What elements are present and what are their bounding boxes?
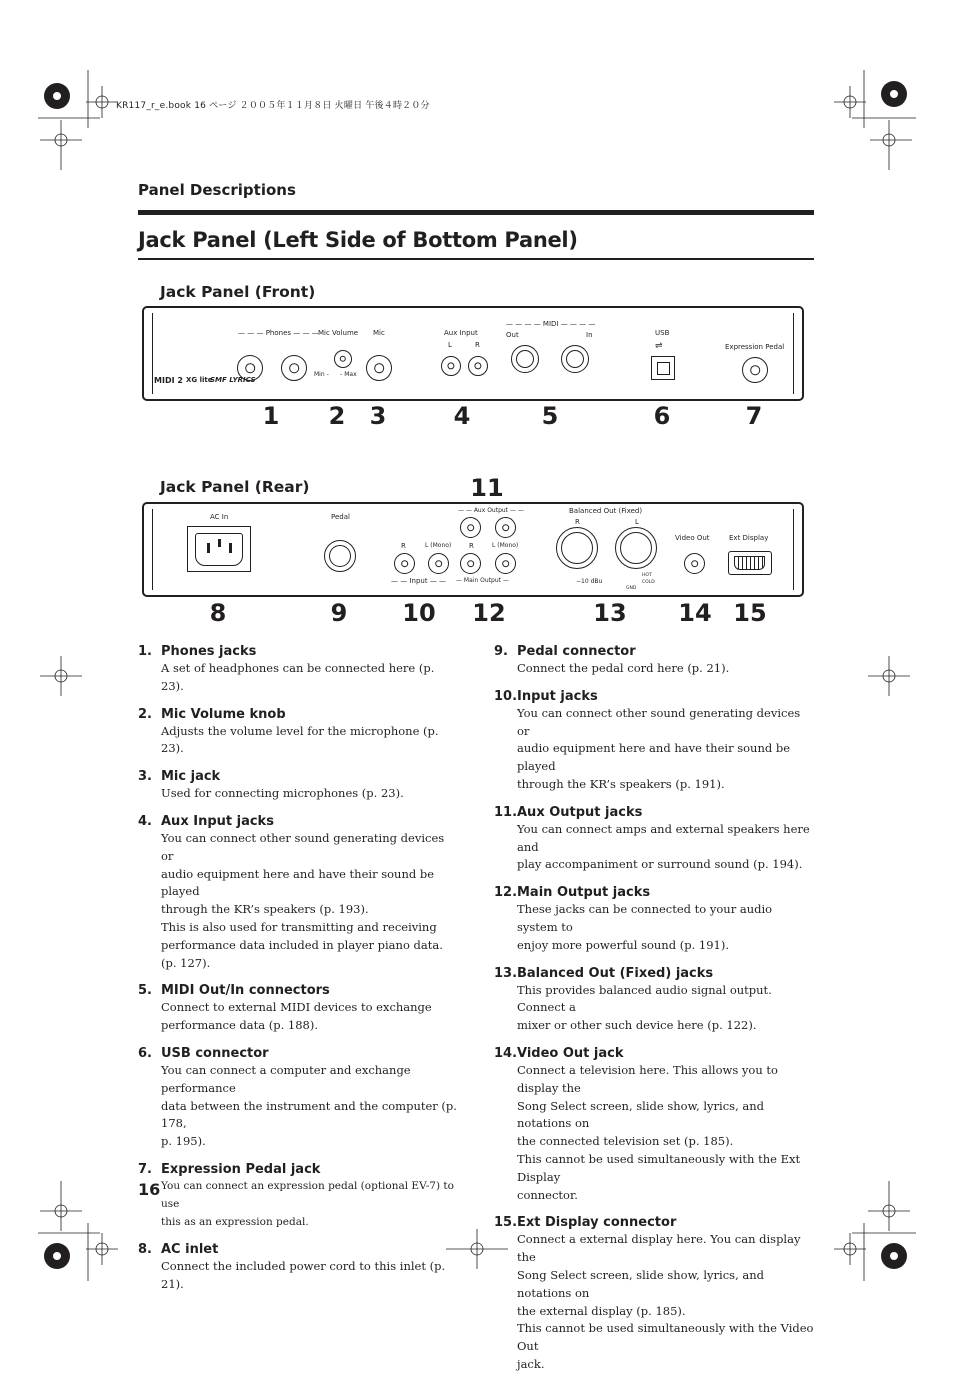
smf-logo: SMF LYRICS — [210, 376, 256, 384]
callout-8: 8 — [209, 599, 227, 627]
page-number: 16 — [138, 1180, 161, 1199]
ac-in-label: AC In — [210, 513, 229, 521]
top-rule — [138, 210, 814, 215]
page-title: Jack Panel (Left Side of Bottom Panel) — [138, 228, 578, 252]
video-out-label: Video Out — [675, 534, 710, 542]
balanced-r-label: R — [575, 518, 580, 526]
list-item: 4. Aux Input jacks You can connect other sound generating devices or audio equipment here and have their sound be played through the KR’s speakers (p. 193). This is also used for transmitting and receiving performance data included in player piano data. (p. 127). — [138, 813, 458, 972]
max-label: Max — [344, 371, 357, 378]
input-label: Input — [409, 577, 428, 585]
callout-5: 5 — [541, 402, 559, 430]
input-l-label: L (Mono) — [425, 542, 452, 549]
main-output-r-label: R — [469, 542, 474, 550]
usb-connector[interactable] — [651, 356, 675, 380]
list-item: 13.Balanced Out (Fixed) jacks This provides balanced audio signal output. Connect a mixer or other such device here (p. 122). — [494, 965, 814, 1035]
rear-panel-title: Jack Panel (Rear) — [160, 478, 310, 496]
description-list-left — [138, 643, 458, 1304]
item-description: You can connect an expression pedal (optional EV-7) to use this as an expression pedal. — [161, 1179, 454, 1228]
phones-jack-2[interactable] — [281, 355, 307, 381]
balanced-l-label: L — [635, 518, 639, 526]
item-description: You can connect amps and external speakers here and play accompaniment or surround sound (p. 194). — [517, 821, 810, 872]
callout-3: 3 — [369, 402, 387, 430]
input-l-jack[interactable] — [428, 553, 449, 574]
balanced-out-r-jack[interactable] — [556, 527, 598, 569]
aux-input-label: Aux Input — [444, 329, 478, 337]
mic-label: Mic — [373, 329, 385, 337]
rear-panel: AC In Pedal R L (Mono) — — Input — — — — Aux Output — — R L (Mono) — Main Output — Balanced Out (Fixed) R L −10 dBu HOT COLD GND Video Out Ext Display — [142, 502, 804, 597]
item-description: Connect the pedal cord here (p. 21). — [517, 661, 730, 675]
ext-display-connector[interactable] — [728, 551, 772, 575]
midi-in-label: In — [586, 331, 593, 339]
midi-in-connector[interactable] — [561, 345, 589, 373]
video-out-jack[interactable] — [684, 553, 705, 574]
expression-pedal-jack[interactable] — [742, 357, 768, 383]
callout-11: 11 — [470, 474, 504, 502]
midi-out-label: Out — [506, 331, 519, 339]
aux-input-r-label: R — [475, 341, 480, 349]
list-item: 3. Mic jack Used for connecting microphones (p. 23). — [138, 768, 458, 803]
print-header: KR117_r_e.book 16 ページ ２００５年１１月８日 火曜日 午後４時２０分 — [116, 101, 430, 111]
item-description: This provides balanced audio signal output. Connect a mixer or other such device here (p. 122). — [517, 982, 772, 1033]
expression-pedal-label: Expression Pedal — [725, 343, 785, 351]
item-title: MIDI Out/In connectors — [161, 983, 330, 999]
phones-label: Phones — [265, 329, 292, 337]
callout-13: 13 — [593, 599, 627, 627]
item-title: Ext Display connector — [517, 1215, 677, 1231]
min-label: Min — [314, 371, 325, 378]
mic-volume-knob[interactable] — [334, 350, 352, 368]
main-output-label: Main Output — [463, 577, 501, 584]
aux-input-l-label: L — [448, 341, 452, 349]
pedal-label: Pedal — [331, 513, 350, 521]
callout-9: 9 — [330, 599, 348, 627]
item-title: AC inlet — [161, 1242, 219, 1258]
balanced-out-l-jack[interactable] — [615, 527, 657, 569]
aux-input-r-jack[interactable] — [468, 356, 488, 376]
item-title: Phones jacks — [161, 644, 257, 659]
item-title: Main Output jacks — [517, 885, 651, 901]
item-description: You can connect other sound generating devices or audio equipment here and have their sound be played through the KR’s speakers (p. 193). This is also used for transmitting and receiving performance data included in player piano data. (p. 127). — [161, 830, 445, 970]
item-title: USB connector — [161, 1045, 269, 1061]
item-description: You can connect a computer and exchange performance data between the instrument and the computer (p. 178, p. 195). — [161, 1062, 457, 1149]
item-description: Adjusts the volume level for the microphone (p. 23). — [161, 723, 439, 756]
item-title: Aux Output jacks — [517, 804, 643, 820]
midi-label: MIDI — [542, 320, 559, 328]
midi-out-connector[interactable] — [511, 345, 539, 373]
item-description: Connect a external display here. You can display the Song Select screen, slide show, lyrics, and notations on the external display (p. 185). This cannot be used simultaneously with the Video Out jack. — [517, 1232, 814, 1371]
list-item: 10.Input jacks You can connect other sound generating devices or audio equipment here and have their sound be played through the KR’s speakers (p. 191). — [494, 688, 814, 794]
item-description: You can connect other sound generating devices or audio equipment here and have their sound be played through the KR’s speakers (p. 191). — [517, 705, 801, 791]
balanced-level-label: −10 dBu — [576, 578, 603, 585]
callout-6: 6 — [653, 402, 671, 430]
section-label: Panel Descriptions — [138, 181, 296, 199]
gnd-label: GND — [626, 586, 637, 591]
front-panel-title: Jack Panel (Front) — [160, 283, 316, 301]
item-description: Connect to external MIDI devices to exchange performance data (p. 188). — [161, 1000, 432, 1033]
list-item: 15.Ext Display connector Connect a external display here. You can display the Song Select screen, slide show, lyrics, and notations on the external display (p. 185). This cannot be used simultaneously with the Video Out jack. — [494, 1214, 814, 1373]
item-title: Expression Pedal jack — [161, 1161, 321, 1177]
list-item: 1. Phones jacks A set of headphones can be connected here (p. 23). — [138, 643, 458, 696]
item-title: Aux Input jacks — [161, 813, 274, 829]
usb-icon: ⇌ — [655, 341, 663, 351]
item-title: Input jacks — [517, 688, 598, 704]
input-r-label: R — [401, 542, 406, 550]
item-title: Pedal connector — [517, 644, 636, 659]
description-list-right — [494, 643, 814, 1384]
callout-10: 10 — [402, 599, 436, 627]
list-item: 11.Aux Output jacks You can connect amps and external speakers here and play accompaniment or surround sound (p. 194). — [494, 804, 814, 874]
usb-label: USB — [655, 329, 670, 337]
ac-inlet[interactable] — [187, 526, 251, 572]
item-description: These jacks can be connected to your audio system to enjoy more powerful sound (p. 191). — [517, 902, 773, 952]
mic-volume-label: Mic Volume — [318, 329, 359, 337]
list-item: 6. USB connector You can connect a computer and exchange performance data between the instrument and the computer (p. 178, p. 195). — [138, 1045, 458, 1151]
list-item: 5. MIDI Out/In connectors Connect to external MIDI devices to exchange performance data (p. 188). — [138, 982, 458, 1035]
item-title: Video Out jack — [517, 1045, 624, 1061]
balanced-out-label: Balanced Out (Fixed) — [569, 507, 643, 515]
item-title: Mic Volume knob — [161, 706, 286, 722]
list-item: 2. Mic Volume knob Adjusts the volume level for the microphone (p. 23). — [138, 706, 458, 759]
item-description: A set of headphones can be connected here (p. 23). — [161, 661, 435, 693]
callout-2: 2 — [328, 402, 346, 430]
aux-output-l-jack[interactable] — [495, 517, 516, 538]
list-item: 12.Main Output jacks These jacks can be connected to your audio system to enjoy more powerful sound (p. 191). — [494, 884, 814, 954]
ext-display-label: Ext Display — [729, 534, 769, 542]
list-item: 7. Expression Pedal jack You can connect an expression pedal (optional EV-7) to use this as an expression pedal. — [138, 1161, 458, 1231]
callout-15: 15 — [733, 599, 767, 627]
aux-output-label: Aux Output — [473, 507, 509, 514]
item-title: Balanced Out (Fixed) jacks — [517, 965, 714, 981]
input-r-jack[interactable] — [394, 553, 415, 574]
callout-14: 14 — [678, 599, 712, 627]
main-output-l-label: L (Mono) — [492, 542, 519, 549]
midi2-logo: MIDI 2 — [154, 376, 183, 385]
hot-label: HOT — [642, 573, 652, 578]
main-output-r-jack[interactable] — [460, 553, 481, 574]
callout-1: 1 — [262, 402, 280, 430]
list-item: 8. AC inlet Connect the included power cord to this inlet (p. 21). — [138, 1241, 458, 1294]
callout-7: 7 — [745, 402, 763, 430]
aux-input-l-jack[interactable] — [441, 356, 461, 376]
xg-logo: XG lite — [186, 376, 213, 384]
cold-label: COLD — [642, 580, 655, 585]
mic-jack[interactable] — [366, 355, 392, 381]
aux-output-r-jack[interactable] — [460, 517, 481, 538]
item-description: Connect the included power cord to this inlet (p. 21). — [161, 1259, 446, 1292]
item-description: Used for connecting microphones (p. 23). — [161, 786, 404, 801]
title-rule — [138, 258, 814, 260]
item-description: Connect a television here. This allows you to display the Song Select screen, slide show, lyrics, and notations on the connected television set (p. 185). This cannot be used simultaneously with the Ext Display connector. — [517, 1062, 801, 1202]
main-output-l-jack[interactable] — [495, 553, 516, 574]
list-item: 14.Video Out jack Connect a television here. This allows you to display the Song Select screen, slide show, lyrics, and notations on the connected television set (p. 185). This cannot be used simultaneously with the Ext Display connector. — [494, 1045, 814, 1204]
item-title: Mic jack — [161, 769, 221, 785]
callout-4: 4 — [453, 402, 471, 430]
list-item: 9. Pedal connector Connect the pedal cord here (p. 21). — [494, 643, 814, 678]
callout-12: 12 — [472, 599, 506, 627]
pedal-connector[interactable] — [324, 540, 356, 572]
front-panel: — — — Phones — — — Mic Volume Min - - Max Mic Aux Input L R — — — — MIDI — — — — Out In USB ⇌ Expression Pedal MIDI 2 XG lite SMF LYRICS — [142, 306, 804, 401]
